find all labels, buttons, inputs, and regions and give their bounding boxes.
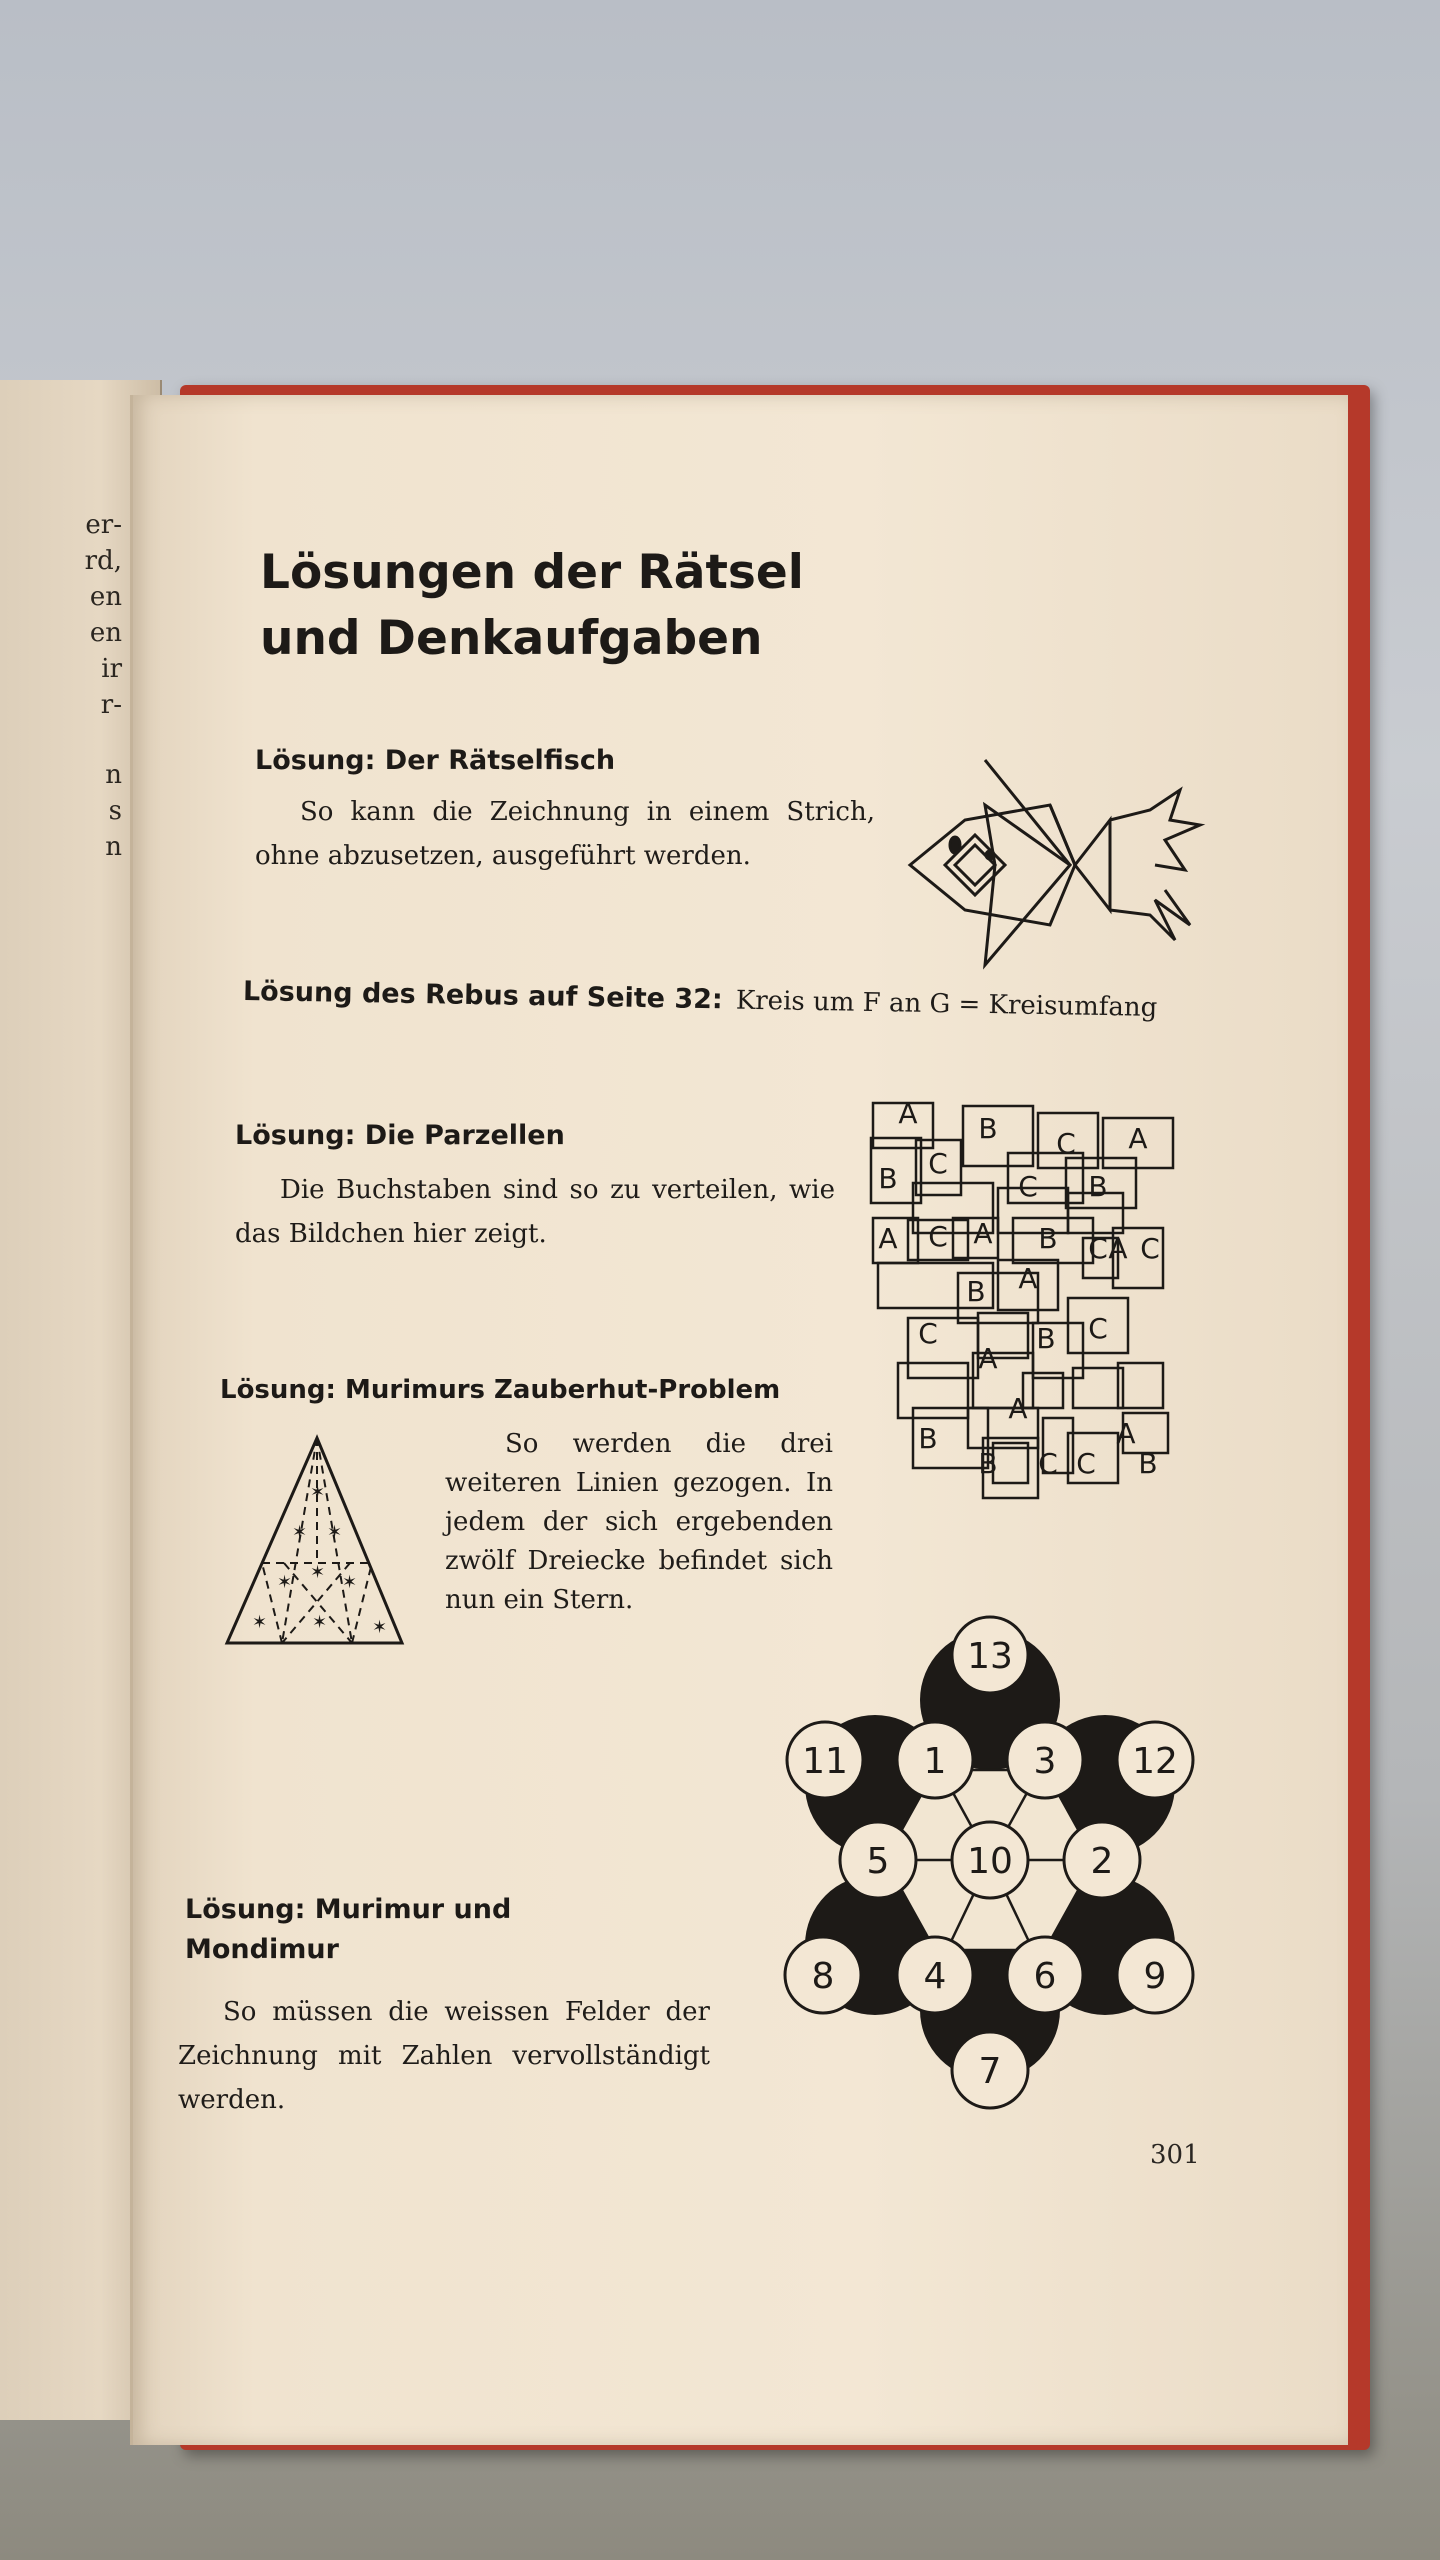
star-icon: ✶: [342, 1572, 358, 1593]
number-label: 4: [923, 1956, 947, 1997]
parcel-letter: B: [978, 1112, 998, 1145]
star-icon: ✶: [372, 1617, 388, 1638]
parcel-letter: C: [928, 1220, 948, 1253]
moon-text: So müssen die weissen Felder der Zeichnung mit Zahlen vervollständigt werden.: [178, 1997, 710, 2115]
star-icon: ✶: [277, 1572, 293, 1593]
parcel-letter: B: [978, 1447, 998, 1480]
parcel-letter: C: [1088, 1232, 1108, 1265]
parcel-cell: [1118, 1363, 1163, 1408]
hat-triangle: [222, 1428, 412, 1658]
star-icon: ✶: [292, 1522, 308, 1543]
parcel-letter: A: [1108, 1232, 1128, 1265]
parcels-text: Die Buchstaben sind so zu verteilen, wie das Bildchen hier zeigt.: [235, 1175, 835, 1249]
number-label: 10: [967, 1841, 1013, 1882]
left-page-text-fragment: ir: [101, 654, 122, 684]
parcel-letter: B: [1088, 1170, 1108, 1203]
star-icon: ✶: [312, 1612, 328, 1633]
parcel-letter: C: [1018, 1170, 1038, 1203]
rebus-heading: Lösung des Rebus auf Seite 32:: [242, 976, 724, 1016]
left-page-text-fragment: en: [89, 618, 122, 648]
page-title: [260, 540, 804, 672]
fish-heading: Lösung: Der Rätselfisch: [255, 745, 616, 776]
left-page-text-fragment: en: [89, 582, 122, 612]
number-label: 13: [967, 1636, 1013, 1677]
parcel-cell: [1073, 1368, 1123, 1408]
parcel-letter: B: [1138, 1447, 1158, 1480]
number-label: 9: [1143, 1956, 1167, 1997]
number-label: 6: [1033, 1956, 1057, 1997]
left-page-text-fragment: n: [105, 760, 122, 790]
parcel-letter: A: [1018, 1262, 1038, 1295]
title-line: Lösungen der Rätsel: [260, 545, 804, 600]
hat-heading: Lösung: Murimurs Zauberhut-Problem: [220, 1375, 781, 1405]
hat-text: So werden die drei weiteren Linien gezogen. In jedem der sich ergebenden zwölf Dreiecke befindet sich nun ein Stern.: [445, 1429, 833, 1615]
fish-drawing: [900, 750, 1210, 980]
moon-heading-line: Lösung: Murimur und: [185, 1894, 512, 1925]
star-icon: ✶: [310, 1562, 326, 1583]
parcel-letter: B: [918, 1422, 938, 1455]
parcel-letter: C: [928, 1147, 948, 1180]
parcel-letter: B: [966, 1275, 986, 1308]
number-label: 7: [978, 2051, 1002, 2092]
parcel-letter: A: [1008, 1392, 1028, 1425]
left-page-text-fragment: n: [105, 832, 122, 862]
number-label: 11: [802, 1741, 848, 1782]
number-label: 8: [811, 1956, 835, 1997]
fish-text: So kann die Zeichnung in einem Strich, ohne abzusetzen, ausgeführt werden.: [255, 797, 875, 871]
parcel-letter: B: [1038, 1222, 1058, 1255]
title-line: und Denkaufgaben: [260, 611, 763, 666]
moon-heading: [185, 1890, 511, 1970]
parcel-letter: A: [973, 1217, 993, 1250]
number-label: 1: [923, 1741, 947, 1782]
left-page-text-fragment: rd,: [84, 546, 122, 576]
parcels-heading: Lösung: Die Parzellen: [235, 1120, 565, 1151]
parcel-letter: B: [878, 1162, 898, 1195]
parcel-letter: A: [1128, 1122, 1148, 1155]
star-icon: ✶: [327, 1522, 343, 1543]
left-page-text-fragment: er-: [85, 510, 122, 540]
left-page-text-fragment: r-: [100, 690, 122, 720]
parcel-letter: A: [1116, 1417, 1136, 1450]
parcel-letter: C: [1088, 1312, 1108, 1345]
number-label: 12: [1132, 1741, 1178, 1782]
parcel-letter: C: [918, 1317, 938, 1350]
parcel-letter: C: [1038, 1447, 1058, 1480]
parcel-letter: C: [1076, 1447, 1096, 1480]
rebus-text: Kreis um F an G = Kreisumfang: [735, 985, 1158, 1023]
moon-heading-line: Mondimur: [185, 1934, 339, 1965]
parcel-letter: A: [978, 1342, 998, 1375]
left-page-text-fragment: s: [108, 796, 122, 826]
number-label: 3: [1033, 1741, 1057, 1782]
star-icon: ✶: [252, 1612, 268, 1633]
parcels-diagram: [868, 1098, 1188, 1528]
moon-diagram: [775, 1610, 1195, 2130]
page-number: 301: [1150, 2140, 1200, 2170]
number-label: 5: [866, 1841, 890, 1882]
star-icon: ✶: [310, 1482, 326, 1503]
number-label: 2: [1090, 1841, 1114, 1882]
parcel-letter: A: [878, 1222, 898, 1255]
parcel-letter: A: [898, 1098, 918, 1130]
parcel-letter: C: [1056, 1127, 1076, 1160]
parcel-cell: [963, 1106, 1033, 1166]
parcel-letter: B: [1036, 1322, 1056, 1355]
parcel-letter: C: [1140, 1232, 1160, 1265]
